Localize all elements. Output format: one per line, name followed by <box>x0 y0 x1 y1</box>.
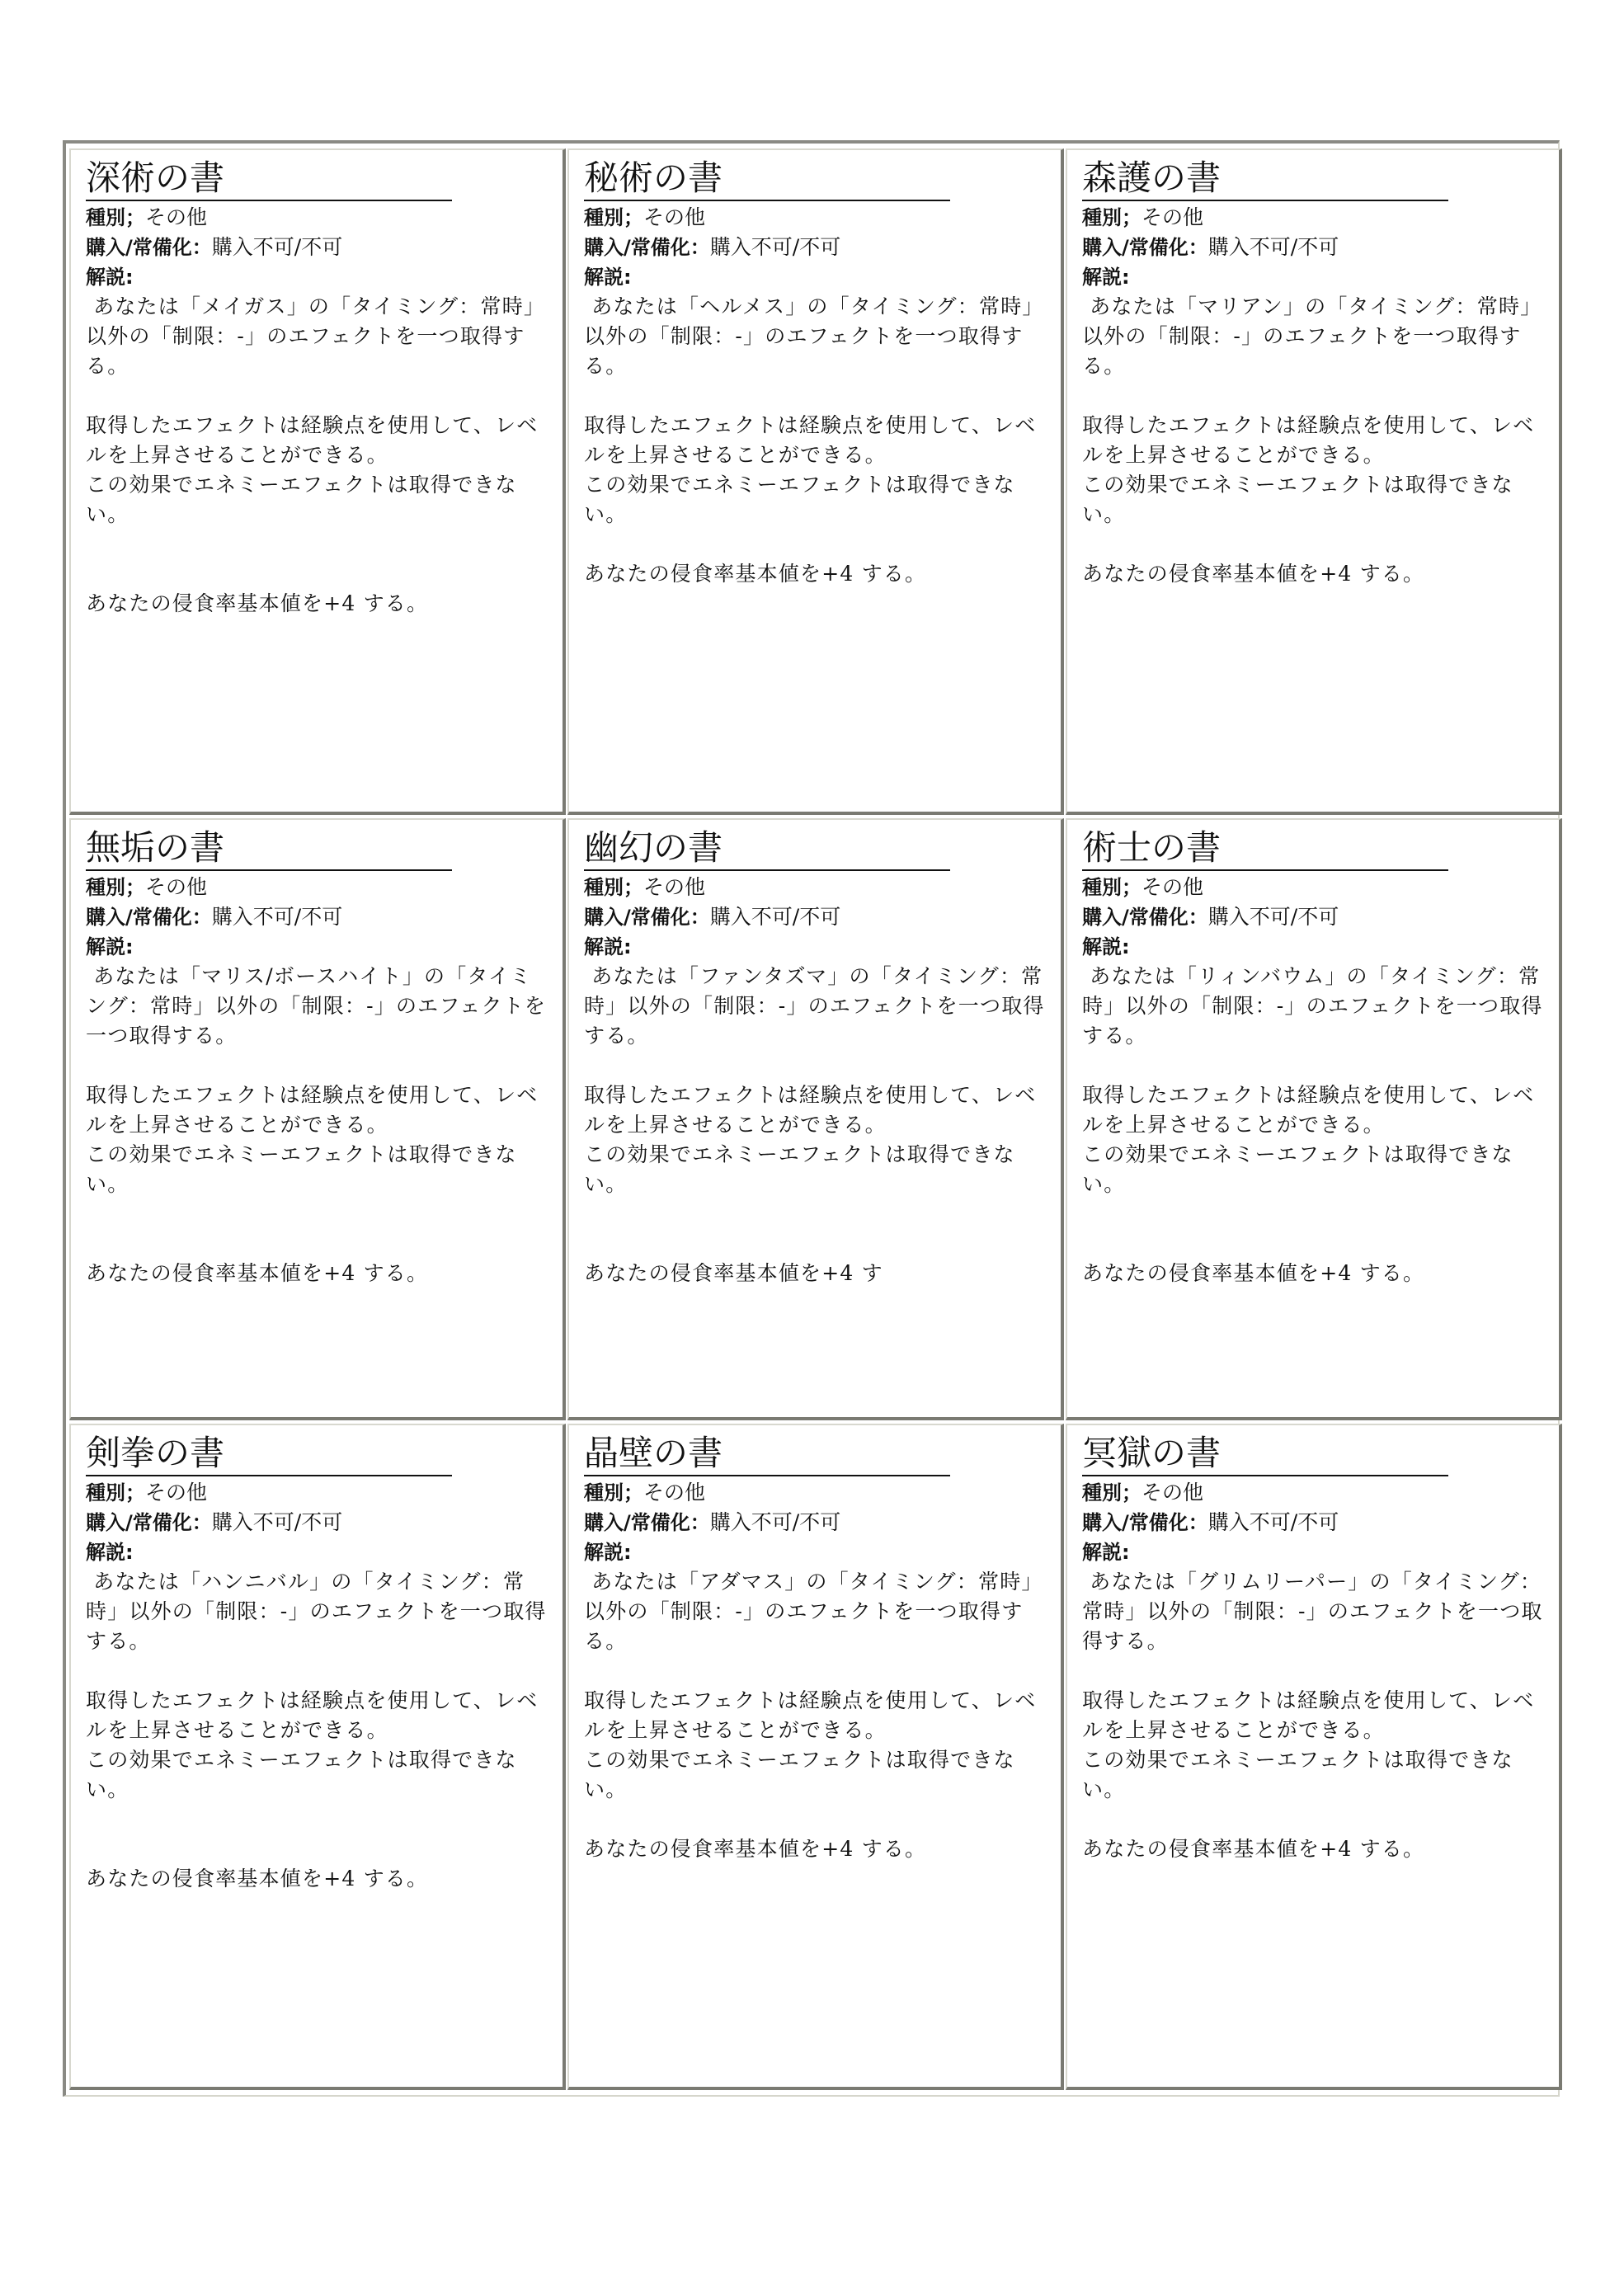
type-value: その他 <box>643 875 706 899</box>
type-label: 種別； <box>584 206 643 229</box>
type-row <box>1082 873 1544 902</box>
card-title: 剣拳の書 <box>86 1432 452 1476</box>
type-value: その他 <box>1142 1481 1204 1504</box>
purchase-value: 購入不可/不可 <box>1207 1510 1339 1534</box>
purchase-row <box>584 1508 1046 1537</box>
purchase-label: 購入/常備化： <box>86 236 212 259</box>
type-label: 種別； <box>86 1481 145 1504</box>
purchase-value: 購入不可/不可 <box>709 235 841 259</box>
purchase-value: 購入不可/不可 <box>1207 235 1339 259</box>
type-value: その他 <box>643 1481 706 1504</box>
type-label: 種別； <box>584 876 643 899</box>
desc-row <box>1082 932 1544 962</box>
item-card <box>69 148 566 815</box>
type-value: その他 <box>1142 875 1204 899</box>
purchase-label: 購入/常備化： <box>1082 1511 1208 1534</box>
type-label: 種別； <box>584 1481 643 1504</box>
desc-label: 解説: <box>1082 1541 1130 1564</box>
type-row <box>584 873 1046 902</box>
card-title: 森護の書 <box>1082 157 1448 201</box>
type-value: その他 <box>1142 205 1204 229</box>
card-title: 冥獄の書 <box>1082 1432 1448 1476</box>
type-row <box>584 1478 1046 1508</box>
desc-label: 解説: <box>584 266 632 289</box>
desc-row <box>86 932 548 962</box>
type-value: その他 <box>145 1481 208 1504</box>
card-title: 術士の書 <box>1082 826 1448 871</box>
purchase-row <box>1082 233 1544 262</box>
desc-label: 解説: <box>86 266 134 289</box>
desc-row <box>584 262 1046 292</box>
purchase-row <box>86 902 548 932</box>
desc-row <box>1082 262 1544 292</box>
purchase-label: 購入/常備化： <box>86 1511 212 1534</box>
type-row <box>86 1478 548 1508</box>
item-card <box>1066 818 1562 1420</box>
item-card <box>567 818 1064 1420</box>
card-description: あなたは「グリムリーパー」の「タイミング：常時」以外の「制限：-」のエフェクトを一つ取得する。 取得したエフェクトは経験点を使用して、レベルを上昇させることができる。 この効果でエネミーエフェクトは取得できない。 あなたの侵食率基本値を+4 する。 <box>1082 1570 1543 1861</box>
type-row <box>584 203 1046 233</box>
item-card <box>69 1424 566 2090</box>
purchase-row <box>86 1508 548 1537</box>
purchase-label: 購入/常備化： <box>1082 906 1208 929</box>
card-title: 幽幻の書 <box>584 826 950 871</box>
item-card <box>567 148 1064 815</box>
type-label: 種別； <box>86 206 145 229</box>
purchase-label: 購入/常備化： <box>1082 236 1208 259</box>
desc-label: 解説: <box>1082 935 1130 958</box>
card-title: 深術の書 <box>86 157 452 201</box>
item-card <box>1066 1424 1562 2090</box>
desc-row <box>1082 1537 1544 1567</box>
card-title: 秘術の書 <box>584 157 950 201</box>
purchase-row <box>1082 1508 1544 1537</box>
purchase-value: 購入不可/不可 <box>709 905 841 929</box>
type-label: 種別； <box>86 876 145 899</box>
card-description: あなたは「マリアン」の「タイミング：常時」以外の「制限：-」のエフェクトを一つ取得する。 取得したエフェクトは経験点を使用して、レベルを上昇させることができる。 この効果でエネミーエフェクトは取得できない。 あなたの侵食率基本値を+4 する。 <box>1082 294 1542 586</box>
item-card <box>567 1424 1064 2090</box>
purchase-label: 購入/常備化： <box>86 906 212 929</box>
purchase-row <box>584 902 1046 932</box>
desc-label: 解説: <box>1082 266 1130 289</box>
card-title: 晶壁の書 <box>584 1432 950 1476</box>
desc-row <box>86 262 548 292</box>
purchase-row <box>584 233 1046 262</box>
purchase-value: 購入不可/不可 <box>211 905 343 929</box>
type-label: 種別； <box>1082 876 1142 899</box>
type-label: 種別； <box>1082 1481 1142 1504</box>
purchase-value: 購入不可/不可 <box>211 1510 343 1534</box>
card-description: あなたは「アダマス」の「タイミング：常時」以外の「制限：-」のエフェクトを一つ取得する。 取得したエフェクトは経験点を使用して、レベルを上昇させることができる。 この効果でエネミーエフェクトは取得できない。 あなたの侵食率基本値を+4 する。 <box>584 1570 1043 1861</box>
type-row <box>86 203 548 233</box>
card-description: あなたは「ハンニバル」の「タイミング：常時」以外の「制限：-」のエフェクトを一つ取得する。 取得したエフェクトは経験点を使用して、レベルを上昇させることができる。 この効果でエネミーエフェクトは取得できない。 あなたの侵食率基本値を+4 する。 <box>86 1570 547 1890</box>
type-label: 種別； <box>1082 206 1142 229</box>
desc-row <box>584 1537 1046 1567</box>
type-row <box>1082 1478 1544 1508</box>
purchase-label: 購入/常備化： <box>584 1511 710 1534</box>
item-card <box>1066 148 1562 815</box>
card-title: 無垢の書 <box>86 826 452 871</box>
purchase-label: 購入/常備化： <box>584 236 710 259</box>
type-row <box>86 873 548 902</box>
card-description: あなたは「リィンバウム」の「タイミング：常時」以外の「制限：-」のエフェクトを一つ取得する。 取得したエフェクトは経験点を使用して、レベルを上昇させることができる。 この効果でエネミーエフェクトは取得できない。 あなたの侵食率基本値を+4 する。 <box>1082 964 1543 1285</box>
card-description: あなたは「メイガス」の「タイミング：常時」以外の「制限：-」のエフェクトを一つ取得する。 取得したエフェクトは経験点を使用して、レベルを上昇させることができる。 この効果でエネミーエフェクトは取得できない。 あなたの侵食率基本値を+4 する。 <box>86 294 546 615</box>
purchase-row <box>86 233 548 262</box>
purchase-label: 購入/常備化： <box>584 906 710 929</box>
card-description: あなたは「マリス/ボースハイト」の「タイミング：常時」以外の「制限：-」のエフェクトを一つ取得する。 取得したエフェクトは経験点を使用して、レベルを上昇させることができる。 この効果でエネミーエフェクトは取得できない。 あなたの侵食率基本値を+4 する。 <box>86 964 547 1285</box>
type-value: その他 <box>643 205 706 229</box>
card-description: あなたは「ファンタズマ」の「タイミング：常時」以外の「制限：-」のエフェクトを一つ取得する。 取得したエフェクトは経験点を使用して、レベルを上昇させることができる。 この効果でエネミーエフェクトは取得できない。 あなたの侵食率基本値を+4 す <box>584 964 1045 1285</box>
type-value: その他 <box>145 205 208 229</box>
purchase-value: 購入不可/不可 <box>1207 905 1339 929</box>
card-description: あなたは「ヘルメス」の「タイミング：常時」以外の「制限：-」のエフェクトを一つ取得する。 取得したエフェクトは経験点を使用して、レベルを上昇させることができる。 この効果でエネミーエフェクトは取得できない。 あなたの侵食率基本値を+4 する。 <box>584 294 1044 586</box>
card-sheet <box>63 140 1560 2097</box>
desc-label: 解説: <box>584 1541 632 1564</box>
desc-row <box>86 1537 548 1567</box>
desc-label: 解説: <box>86 1541 134 1564</box>
item-card <box>69 818 566 1420</box>
purchase-value: 購入不可/不可 <box>211 235 343 259</box>
purchase-value: 購入不可/不可 <box>709 1510 841 1534</box>
type-row <box>1082 203 1544 233</box>
desc-row <box>584 932 1046 962</box>
desc-label: 解説: <box>584 935 632 958</box>
desc-label: 解説: <box>86 935 134 958</box>
type-value: その他 <box>145 875 208 899</box>
purchase-row <box>1082 902 1544 932</box>
